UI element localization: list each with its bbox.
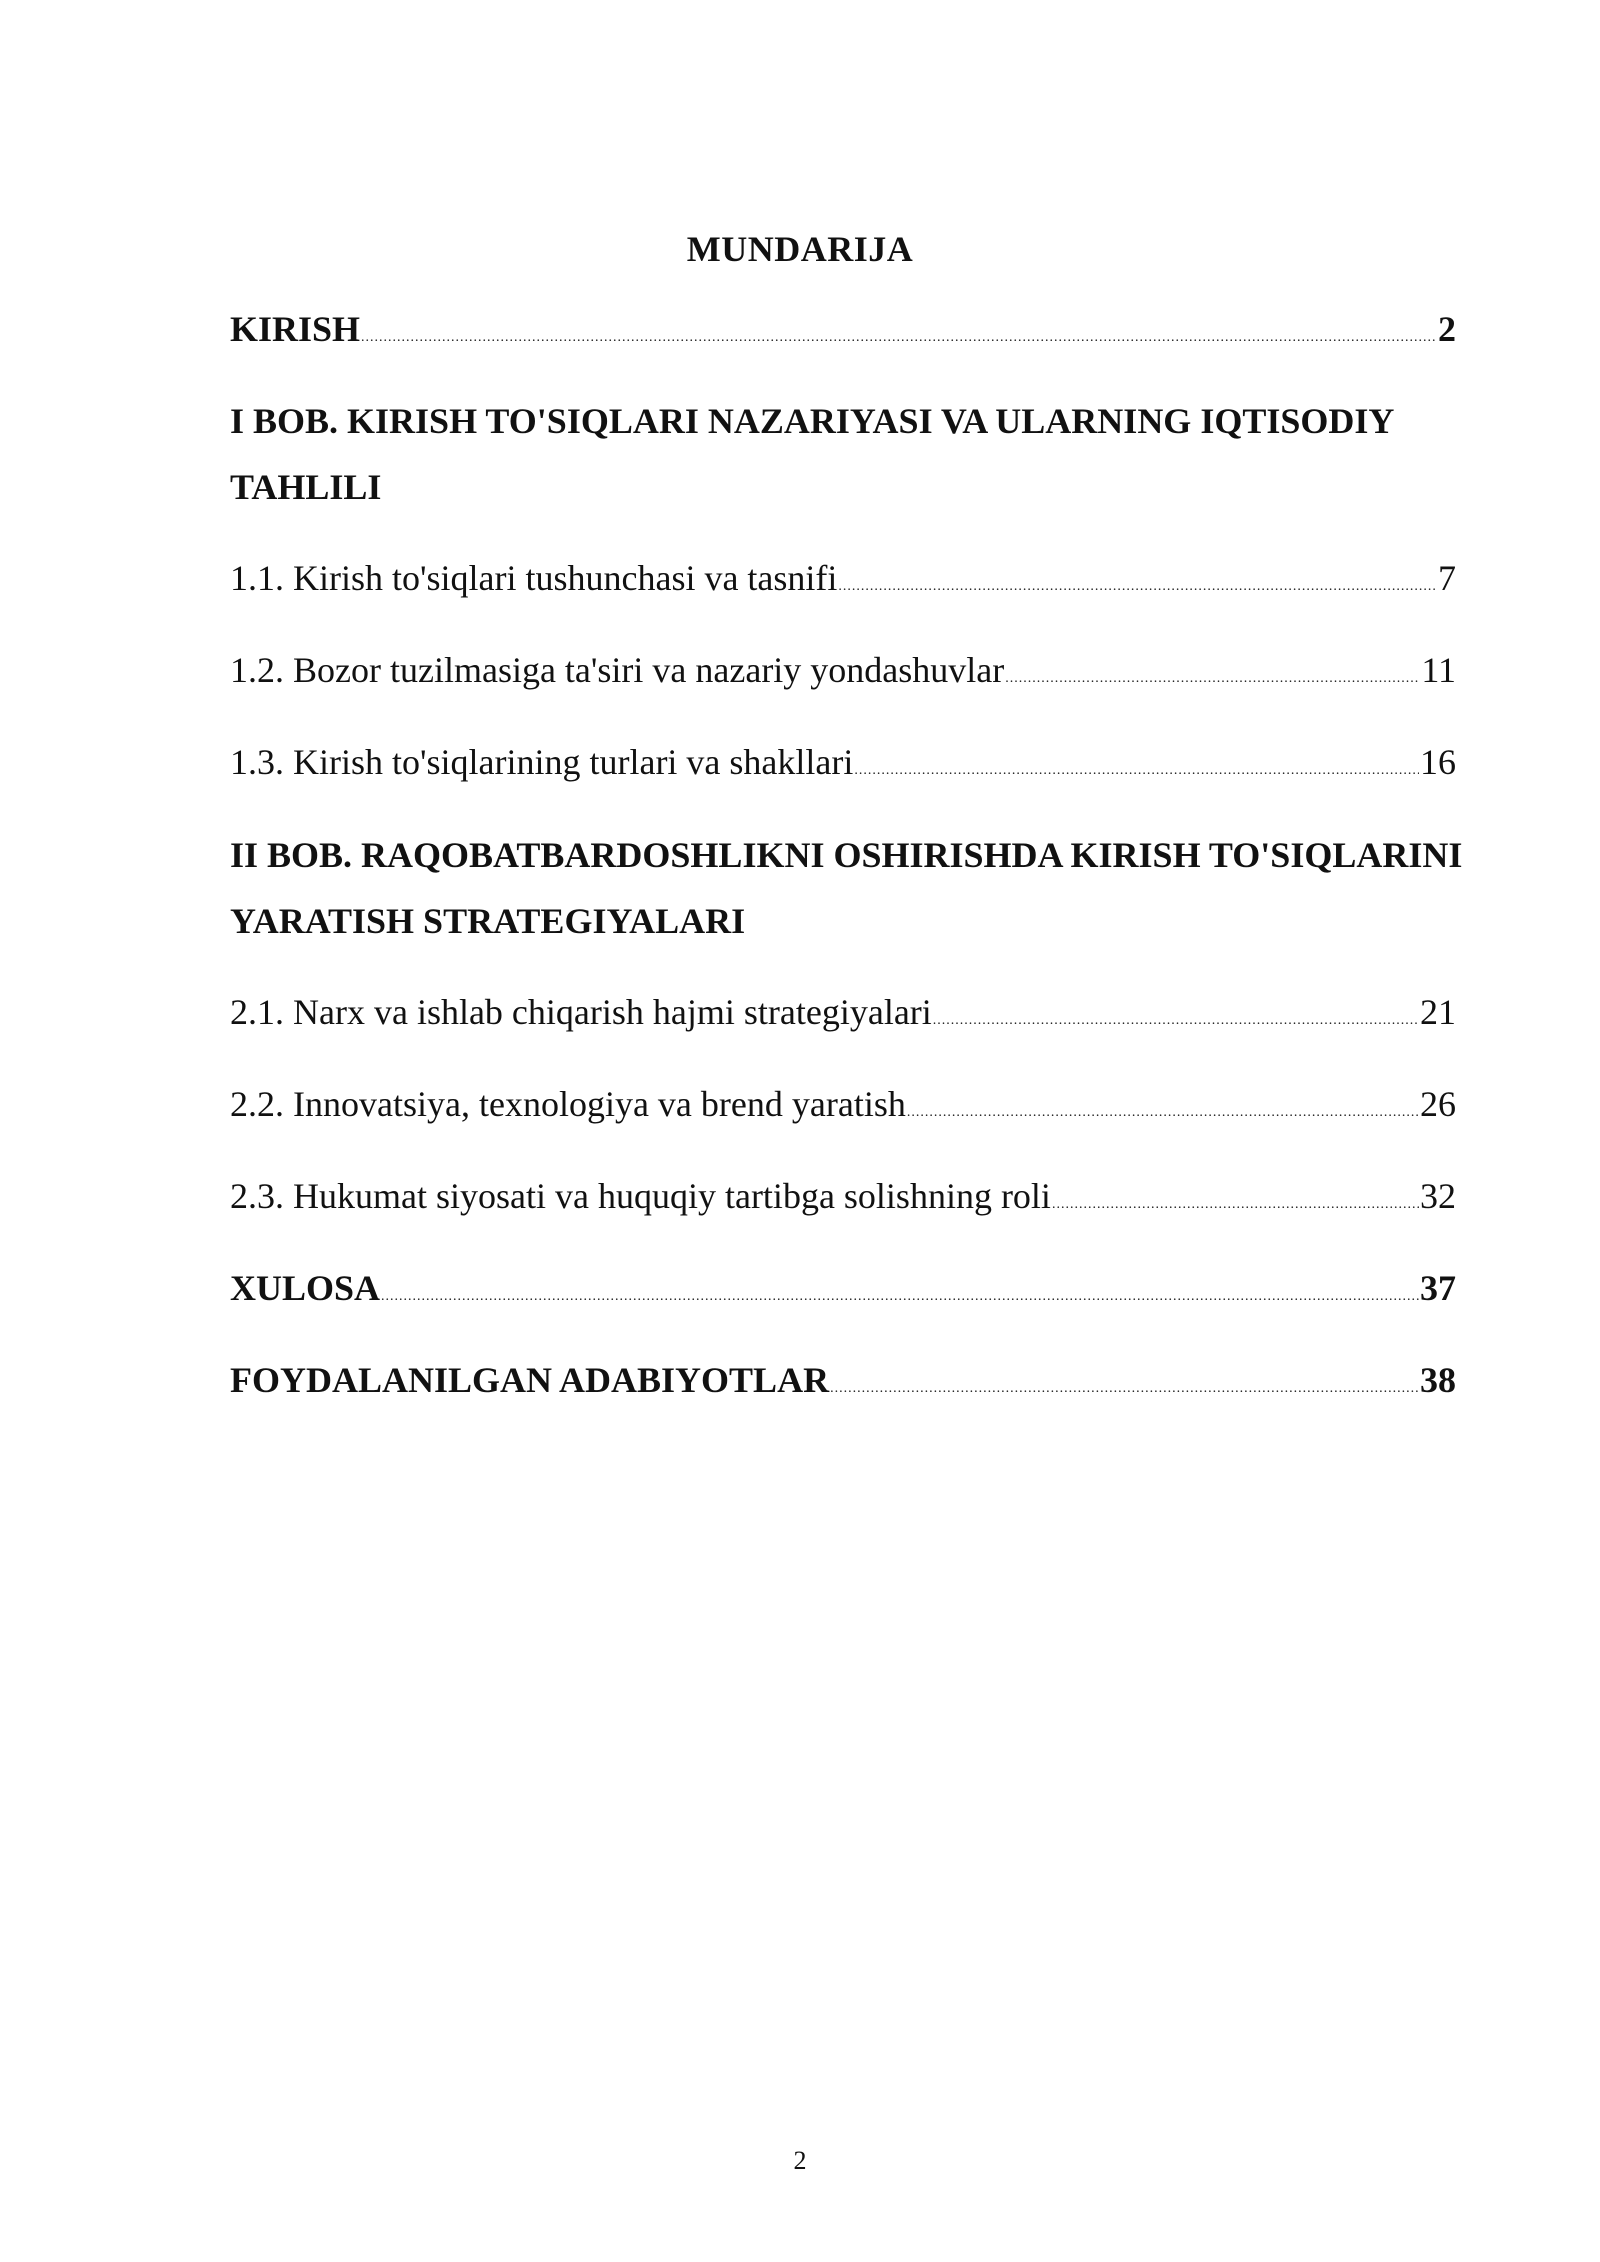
toc-chapter-2-heading: II BOB. RAQOBATBARDOSHLIKNI OSHIRISHDA KIRISH TO'SIQLARINI YARATISH STRATEGIYALARI: [230, 835, 1463, 941]
toc-entry-page: 26: [1420, 1084, 1456, 1124]
toc-entry-page: 2: [1438, 309, 1456, 349]
dot-leader: [838, 580, 1437, 594]
toc-entry-label: 1.3. Kirish to'siqlarining turlari va shakllari: [230, 742, 854, 782]
dot-leader: [1005, 672, 1420, 686]
toc-entry-page: 38: [1420, 1360, 1456, 1400]
toc-entry-page: 37: [1420, 1268, 1456, 1308]
toc-entry-page: 16: [1420, 742, 1456, 782]
dot-leader: [361, 331, 1437, 345]
page-number: 2: [793, 2146, 807, 2175]
toc-entry-label: 2.2. Innovatsiya, texnologiya va brend yaratish: [230, 1084, 906, 1124]
toc-entry-introduction: [230, 307, 1456, 351]
toc-entry-page: 7: [1438, 558, 1456, 598]
toc-entry-1-3: [230, 740, 1456, 784]
toc-entry-1-2: [230, 648, 1456, 692]
toc-entry-page: 21: [1420, 992, 1456, 1032]
toc-entry-conclusion: [230, 1266, 1456, 1310]
dot-leader: [381, 1290, 1419, 1304]
toc-entry-label: 2.1. Narx va ishlab chiqarish hajmi strategiyalari: [230, 992, 932, 1032]
dot-leader: [854, 764, 1419, 778]
toc-entry-page: 32: [1420, 1176, 1456, 1216]
toc-chapter-1-heading: I BOB. KIRISH TO'SIQLARI NAZARIYASI VA ULARNING IQTISODIY TAHLILI: [230, 401, 1394, 507]
toc-entry-label: KIRISH: [230, 309, 361, 349]
toc-entry-label: XULOSA: [230, 1268, 381, 1308]
dot-leader: [1052, 1198, 1419, 1212]
toc-entry-page: 11: [1421, 650, 1456, 690]
toc-entry-references: [230, 1358, 1456, 1402]
dot-leader: [907, 1106, 1419, 1120]
toc-entry-2-1: [230, 990, 1456, 1034]
dot-leader: [933, 1014, 1419, 1028]
toc-entry-label: 1.1. Kirish to'siqlari tushunchasi va tasnifi: [230, 558, 838, 598]
toc-entry-2-3: [230, 1174, 1456, 1218]
toc-title: MUNDARIJA: [686, 229, 914, 269]
toc-entry-2-2: [230, 1082, 1456, 1126]
toc-entry-label: 1.2. Bozor tuzilmasiga ta'siri va nazariy yondashuvlar: [230, 650, 1005, 690]
dot-leader: [830, 1382, 1419, 1396]
toc-entry-label: 2.3. Hukumat siyosati va huquqiy tartibga solishning roli: [230, 1176, 1051, 1216]
toc-entry-1-1: [230, 556, 1456, 600]
toc-entry-label: FOYDALANILGAN ADABIYOTLAR: [230, 1360, 830, 1400]
